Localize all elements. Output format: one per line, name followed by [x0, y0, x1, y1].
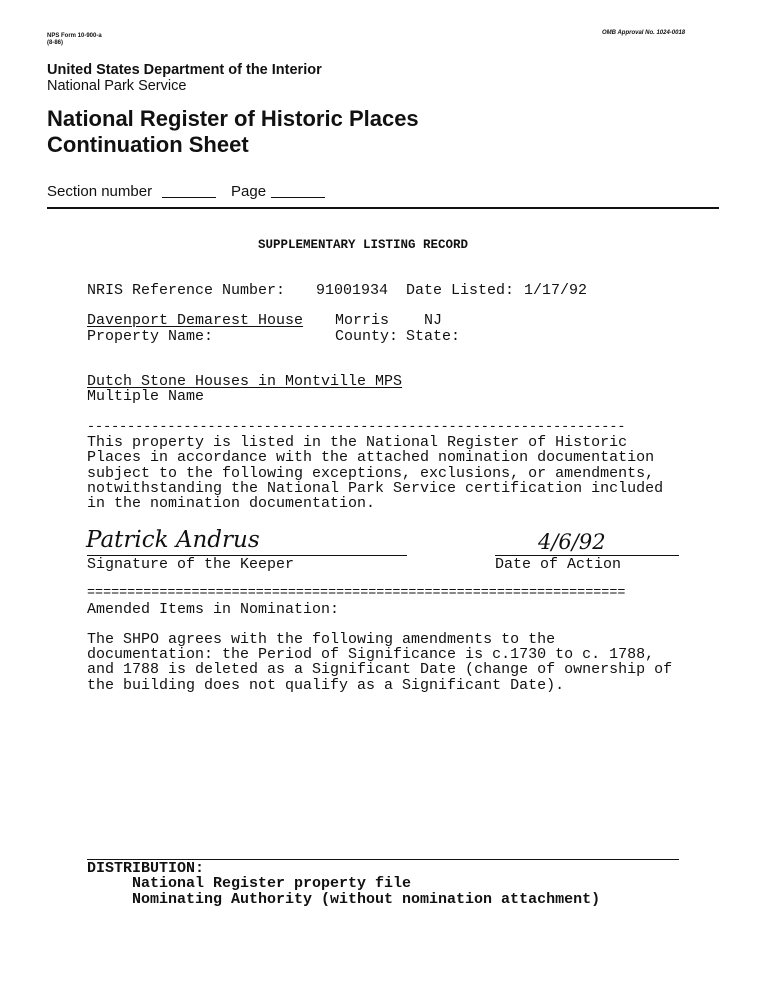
record-heading: SUPPLEMENTARY LISTING RECORD	[258, 238, 469, 252]
nris-label: NRIS Reference Number:	[87, 282, 286, 299]
omb-approval: OMB Approval No. 1024-0018	[602, 30, 686, 36]
distribution-label: DISTRIBUTION:	[87, 860, 205, 877]
section-number-label: Section number	[47, 183, 153, 200]
amendment-line: the building does not qualify as a Significant Date).	[87, 677, 565, 694]
date-listed-label: Date Listed:	[406, 282, 515, 299]
state-label: State:	[406, 328, 461, 345]
form-date: (8-86)	[47, 40, 64, 46]
section-number-blank	[162, 197, 216, 198]
statement-line: subject to the following exceptions, exclusions, or amendments,	[87, 465, 655, 482]
amendment-line: The SHPO agrees with the following amendments to the	[87, 631, 556, 648]
form-title: National Register of Historic Places	[47, 106, 419, 131]
dash-rule: -------------------------------------------------------------------	[87, 420, 626, 435]
distribution-item: Nominating Authority (without nomination attachment)	[132, 891, 601, 908]
county-value: Morris	[335, 312, 390, 329]
keeper-signature: Patrick Andrus	[86, 527, 260, 553]
form-subtitle: Continuation Sheet	[47, 132, 249, 157]
multiple-name-value: Dutch Stone Houses in Montville MPS	[87, 373, 403, 390]
property-name-label: Property Name:	[87, 328, 214, 345]
double-rule: ===================================================================	[87, 586, 626, 601]
county-label: County:	[335, 328, 399, 345]
distribution-item: National Register property file	[132, 875, 412, 892]
statement-line: Places in accordance with the attached nomination documentation	[87, 449, 655, 466]
amendment-line: and 1788 is deleted as a Significant Date (change of ownership of	[87, 661, 673, 678]
property-name-value: Davenport Demarest House	[87, 312, 304, 329]
nris-value: 91001934	[316, 282, 389, 299]
amendment-line: documentation: the Period of Significance is c.1730 to c. 1788,	[87, 646, 655, 663]
state-value: NJ	[424, 312, 443, 329]
department-name: United States Department of the Interior	[47, 62, 322, 78]
statement-line: notwithstanding the National Park Service certification included	[87, 480, 664, 497]
date-of-action-handwriting: 4/6/92	[538, 530, 606, 554]
date-listed-value: 1/17/92	[524, 282, 588, 299]
page-label: Page	[231, 183, 267, 200]
statement-line: This property is listed in the National Register of Historic	[87, 434, 628, 451]
service-name: National Park Service	[47, 78, 187, 94]
statement-line: in the nomination documentation.	[87, 495, 376, 512]
page-blank	[271, 197, 325, 198]
multiple-name-label: Multiple Name	[87, 388, 205, 405]
amended-heading: Amended Items in Nomination:	[87, 601, 340, 618]
date-action-label: Date of Action	[495, 556, 622, 573]
header-rule	[47, 207, 719, 209]
signature-label: Signature of the Keeper	[87, 556, 295, 573]
form-number: NPS Form 10-900-a	[47, 33, 102, 39]
